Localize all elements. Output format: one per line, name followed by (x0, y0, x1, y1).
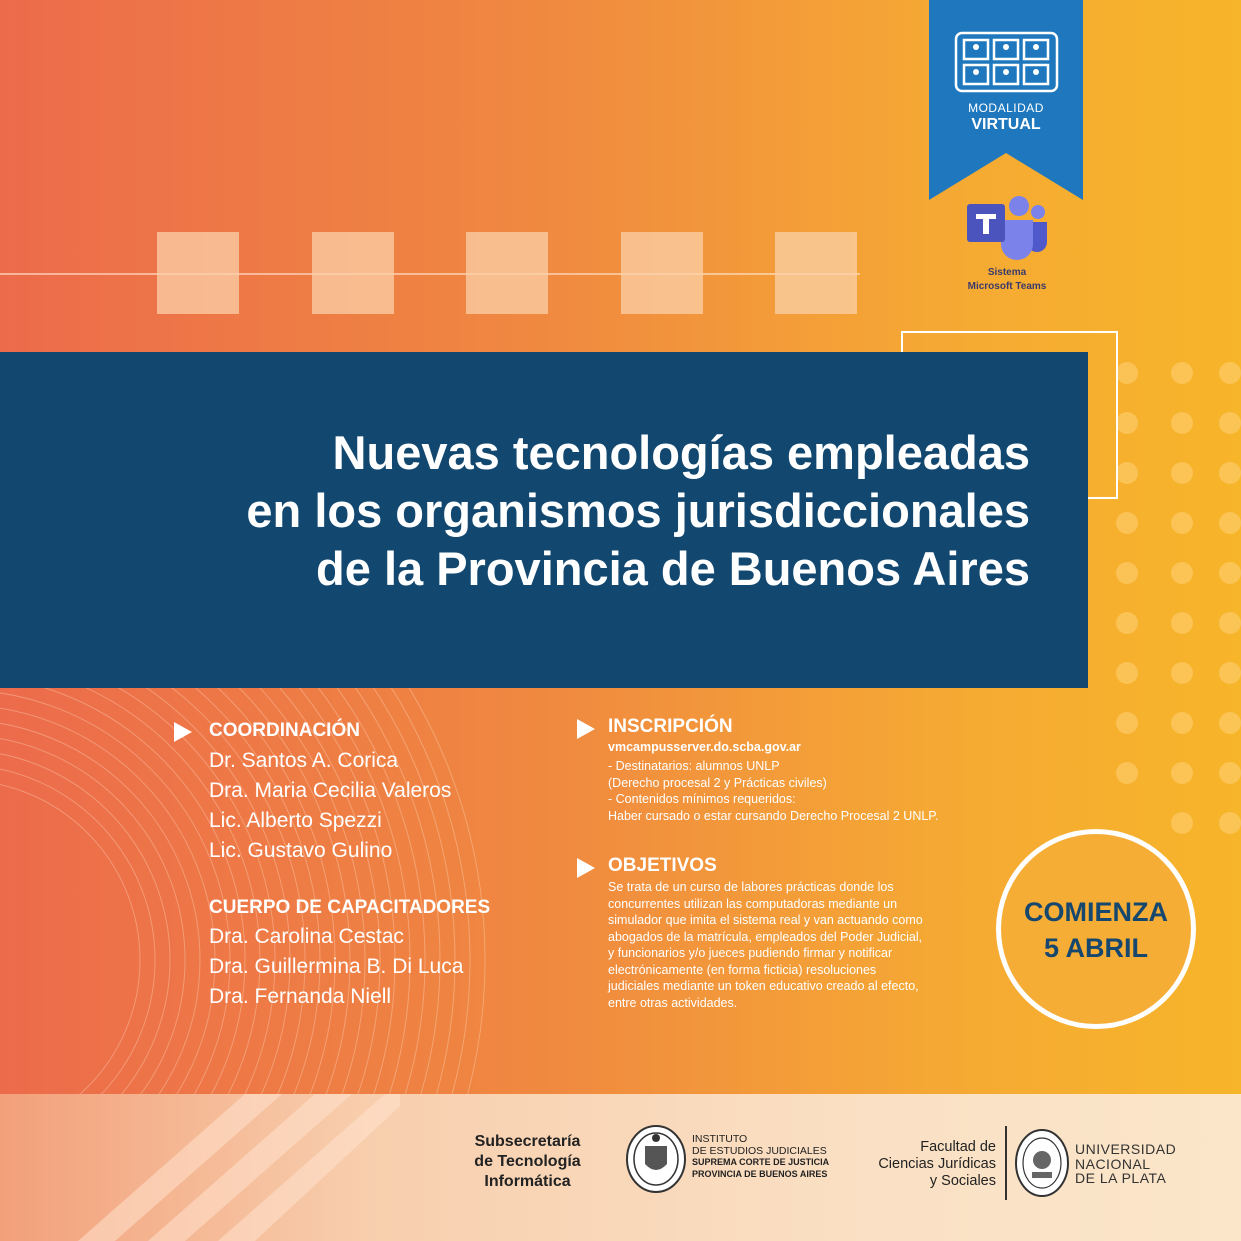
capacitadores-list (209, 922, 463, 1012)
detail-line: Haber cursado o estar cursando Derecho Procesal 2 UNLP. (608, 808, 939, 823)
suprema-corte-seal-icon (625, 1124, 687, 1194)
trainer-name: Dra. Guillermina B. Di Luca (209, 955, 464, 978)
objective-line: Se trata de un curso de labores prácticas donde los (608, 880, 894, 894)
objective-line: concurrentes utilizan las computadoras mediante un (608, 896, 898, 911)
trainer-name: Dra. Carolina Cestac (209, 925, 404, 948)
microsoft-teams-icon (963, 192, 1051, 262)
teams-caption-line1: Sistema (987, 267, 1027, 278)
objective-line: y funcionarios y/o jueces pudiendo firmar y notificar (608, 946, 893, 960)
objective-line: simulador que imita el sistema real y van actuando como (608, 913, 923, 927)
square (621, 232, 703, 314)
coordinator-name: Dra. Maria Cecilia Valeros (209, 779, 452, 802)
coordinator-name: Dr. Santos A. Corica (209, 749, 399, 772)
inscripcion-url[interactable]: vmcampusserver.do.scba.gov.ar (608, 740, 801, 754)
capacitadores-heading: CUERPO DE CAPACITADORES (209, 897, 491, 918)
square (157, 232, 239, 314)
subsecretaria-logo (450, 1132, 605, 1192)
square (312, 232, 394, 314)
objetivos-heading: OBJETIVOS (608, 855, 717, 876)
objective-line: judiciales mediante un token educativo creado al efecto, (608, 979, 919, 993)
objective-line: abogados de la matrícula, empleados del Poder Judicial, (608, 929, 923, 944)
trainer-name: Dra. Fernanda Niell (209, 985, 392, 1008)
inscripcion-details (608, 758, 939, 824)
start-line1: COMIENZA (1024, 897, 1168, 927)
modality-badge (929, 0, 1083, 200)
instituto-logo (692, 1134, 829, 1180)
badge-line2: VIRTUAL (971, 116, 1041, 133)
unlp-logo (1075, 1142, 1176, 1186)
teams-caption-line2: Microsoft Teams (967, 281, 1047, 292)
unlp-seal-icon (1014, 1128, 1070, 1198)
title-line3: de la Provincia de Buenos Aires (316, 542, 1030, 595)
coordinator-name: Lic. Alberto Spezzi (209, 809, 382, 832)
start-date-text (996, 894, 1196, 966)
square (775, 232, 857, 314)
unlp-line: UNIVERSIDAD (1075, 1141, 1177, 1157)
facultad-logo (860, 1139, 996, 1190)
arrow-icon (577, 858, 595, 878)
detail-line: - Destinatarios: alumnos UNLP (608, 759, 780, 773)
start-line2: 5 ABRIL (1043, 933, 1148, 963)
detail-line: - Contenidos mínimos requeridos: (608, 792, 796, 806)
inst-line-bold: PROVINCIA DE BUENOS AIRES (692, 1168, 828, 1179)
fac-line: y Sociales (929, 1173, 996, 1189)
sub-line: de Tecnología (474, 1153, 581, 1170)
decorative-squares (0, 232, 860, 316)
arrow-icon (577, 719, 595, 739)
title-line2: en los organismos jurisdiccionales (246, 484, 1030, 537)
unlp-line: NACIONAL (1075, 1155, 1151, 1172)
inscripcion-heading: INSCRIPCIÓN (608, 716, 733, 737)
decorative-stripes (0, 1094, 400, 1241)
unlp-line: DE LA PLATA (1075, 1170, 1167, 1186)
detail-line: (Derecho procesal 2 y Prácticas civiles) (608, 775, 827, 790)
fac-line: Facultad de (920, 1139, 996, 1155)
page-title (60, 424, 1030, 598)
coordinacion-list (209, 746, 451, 866)
objetivos-text (608, 879, 978, 1011)
squares-line (0, 273, 860, 275)
coordinator-name: Lic. Gustavo Gulino (209, 839, 393, 862)
arrow-icon (174, 722, 192, 742)
inst-line: DE ESTUDIOS JUDICIALES (692, 1144, 827, 1157)
sub-line: Informática (484, 1173, 571, 1190)
badge-line1: MODALIDAD (968, 101, 1044, 115)
objective-line: electrónicamente (en forma ficticia) resoluciones (608, 962, 877, 977)
inst-line (692, 1169, 829, 1181)
inst-line (692, 1157, 829, 1169)
square (466, 232, 548, 314)
inst-line: INSTITUTO (692, 1133, 748, 1145)
fac-line: Ciencias Jurídicas (878, 1156, 996, 1172)
inst-line-bold: SUPREMA CORTE DE JUSTICIA (692, 1157, 830, 1167)
footer-divider (1005, 1126, 1007, 1200)
coordinacion-heading: COORDINACIÓN (209, 720, 360, 741)
teams-caption (930, 266, 1084, 294)
objective-line: entre otras actividades. (608, 995, 738, 1010)
sub-line: Subsecretaría (474, 1133, 581, 1150)
title-line1: Nuevas tecnologías empleadas (332, 426, 1030, 479)
